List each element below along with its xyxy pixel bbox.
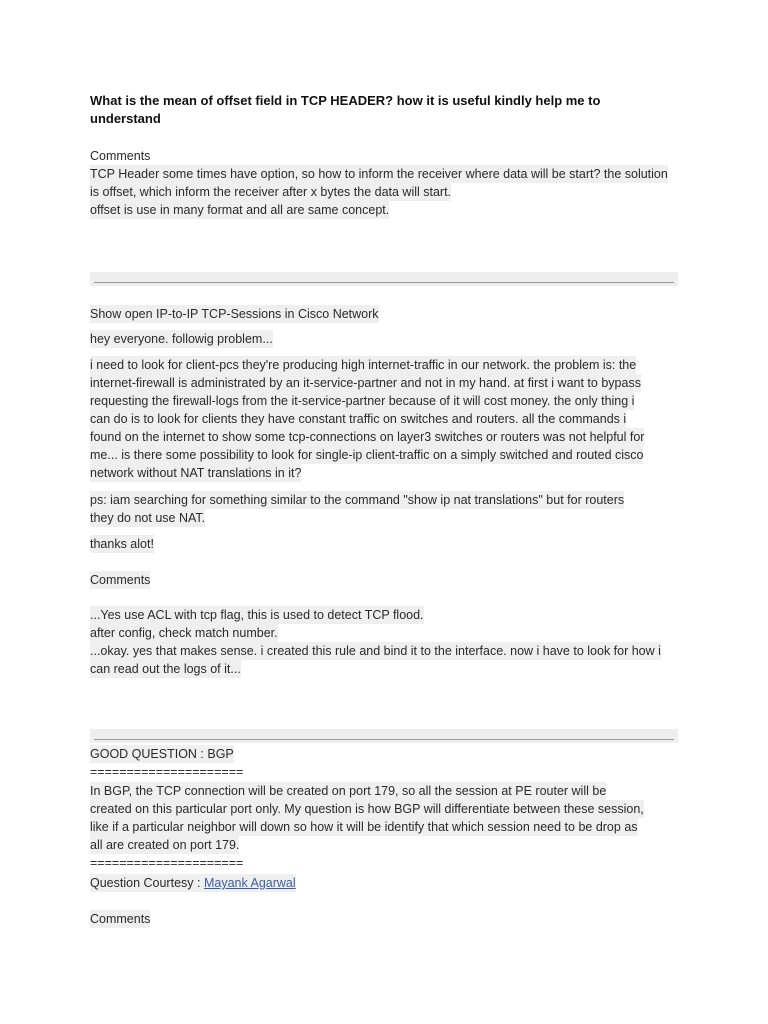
paragraph-line: internet-firewall is administrated by an it-service-partner and not in my hand. at first i want to bypass [90,376,641,390]
comment-line: ...Yes use ACL with tcp flag, this is used to detect TCP flood. [90,608,424,622]
question-courtesy [90,874,296,892]
courtesy-label: Question Courtesy : [90,876,204,890]
paragraph-line: can do is to look for clients they have constant traffic on switches and routers. all the commands i [90,412,627,426]
question-2-thanks: thanks alot! [90,537,154,551]
ps-line: they do not use NAT. [90,511,206,525]
section-divider [90,272,678,286]
paragraph-line: found on the internet to show some tcp-connections on layer3 switches or routers was not helpful for [90,430,645,444]
question-1-comment-body [90,165,668,219]
question-1-title-line: understand [90,111,161,126]
courtesy-author-link[interactable]: Mayank Agarwal [203,876,296,890]
paragraph-line: requesting the firewall-logs from the it-service-partner because of it will cost money. the only thing i [90,394,635,408]
question-3-comments-label: Comments [90,912,151,926]
body-line: like if a particular neighbor will down so how it will be identify that which session need to be drop as [90,820,638,834]
body-line: In BGP, the TCP connection will be created on port 179, so all the session at PE router will be [90,784,607,798]
ps-line: ps: iam searching for something similar to the command "show ip nat translations" but for routers [90,493,625,507]
question-1-comments-label: Comments [90,149,151,163]
paragraph-line: me... is there some possibility to look for single-ip client-traffic on a simply switched and routed cisco [90,448,644,462]
comment-line: is offset, which inform the receiver after x bytes the data will start. [90,185,452,199]
body-line: created on this particular port only. My question is how BGP will differentiate between these session, [90,802,644,816]
comment-line: offset is use in many format and all are same concept. [90,203,390,217]
question-3-title: GOOD QUESTION : BGP [90,747,234,761]
question-2-comment-body [90,606,661,678]
paragraph-line: i need to look for client-pcs they're producing high internet-traffic in our network. the problem is: the [90,358,637,372]
body-line: all are created on port 179. [90,838,240,852]
question-1-title [90,92,650,128]
question-2-title: Show open IP-to-IP TCP-Sessions in Cisco Network [90,307,379,321]
comment-line: ...okay. yes that makes sense. i created this rule and bind it to the interface. now i have to look for how i [90,644,661,658]
comment-line: can read out the logs of it... [90,662,241,676]
comment-line: after config, check match number. [90,626,278,640]
question-2-paragraph [90,356,644,482]
comment-line: TCP Header some times have option, so how to inform the receiver where data will be start? the solution [90,167,668,181]
question-2-comments-label: Comments [90,573,151,587]
question-3-separator: ===================== [90,765,244,779]
question-1-title-line: What is the mean of offset field in TCP HEADER? how it is useful kindly help me to [90,93,601,108]
question-2-greeting: hey everyone. followig problem... [90,332,273,346]
question-2-ps [90,491,624,527]
question-3-body [90,782,644,854]
section-divider [90,729,678,743]
paragraph-line: network without NAT translations in it? [90,466,302,480]
question-3-separator-2: ===================== [90,856,244,870]
